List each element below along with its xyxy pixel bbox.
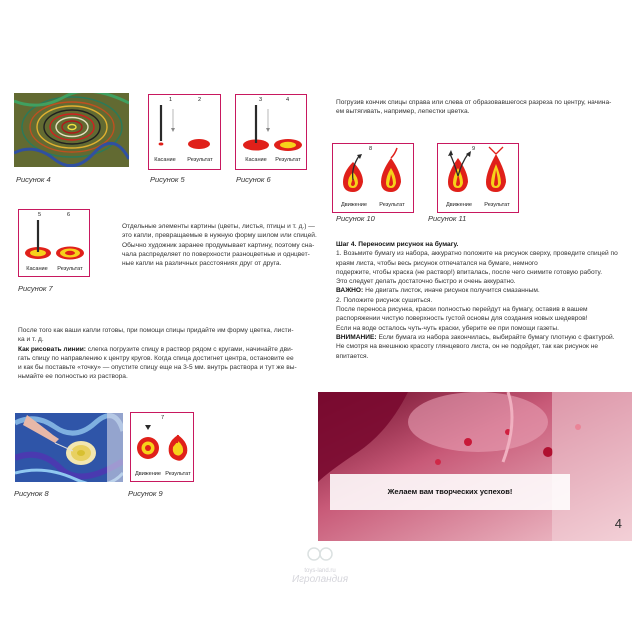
drop-touch-diagram xyxy=(149,95,220,155)
figure-5-box xyxy=(148,94,221,170)
figure-5-number-b: 2 xyxy=(198,97,202,103)
figure-11-number: 9 xyxy=(472,146,476,152)
closing-banner-photo xyxy=(318,392,632,541)
figure-10-caption: Рисунок 10 xyxy=(336,214,375,223)
figure-4-caption: Рисунок 4 xyxy=(16,175,51,184)
figure-7-box xyxy=(18,209,90,277)
figure-9-caption: Рисунок 9 xyxy=(128,489,163,498)
figure-10-number: 8 xyxy=(369,146,373,152)
figure-5-label-result: Результат xyxy=(187,157,213,163)
figure-6-box xyxy=(235,94,307,170)
watermark-site: toys-land.ru xyxy=(304,568,336,574)
watermark xyxy=(270,545,370,585)
drop-motion-diagram xyxy=(131,413,193,471)
drops-description-paragraph: Отдельные элементы картины (цветы, листья, птицы и т. д.) — это капли, превращаемые в нужную форму шилом или спицей. Обычно художник заранее продумывает картину, поэтому сна- чала распределяет по поверхности разноцветные и однцвет- ные капли на различных расстояниях друг от друга. xyxy=(122,223,317,268)
figure-9-number: 7 xyxy=(161,415,165,421)
marbling-photo xyxy=(14,93,129,167)
step-4-heading: Шаг 4. Переносим рисунок на бумагу. xyxy=(336,241,459,248)
drop-touch-diagram xyxy=(236,95,306,155)
figure-5-caption: Рисунок 5 xyxy=(150,175,185,184)
figure-10-box xyxy=(332,143,414,213)
figure-9-label-motion: Движение xyxy=(134,471,162,477)
wish-text: Желаем вам творческих успехов! xyxy=(387,487,513,496)
page-number: 4 xyxy=(614,516,622,531)
drop-touch-diagram xyxy=(19,210,89,264)
figure-9-label-result: Результат xyxy=(165,471,191,477)
figure-7-caption: Рисунок 7 xyxy=(18,284,53,293)
how-to-draw-lines-heading: Как рисовать линии: xyxy=(18,345,86,353)
figure-6-caption: Рисунок 6 xyxy=(236,175,271,184)
flower-closeup-image xyxy=(318,392,632,541)
petal-drawing-diagram xyxy=(438,144,518,202)
marbling-rings-image xyxy=(14,93,129,167)
figure-11-label-result: Результат xyxy=(484,202,510,208)
attention-label: ВНИМАНИЕ: xyxy=(336,333,377,341)
watermark-brand: Игроландия xyxy=(291,574,349,585)
figure-6-number-b: 4 xyxy=(286,97,290,103)
figure-5-label-touch: Касание xyxy=(154,157,176,163)
petal-pulling-paragraph: Погрузив кончик спицы справа или слева от образовавшегося разреза по центру, начина- ем вытягивать, например, лепестки цветка. xyxy=(336,99,612,116)
figure-8-caption: Рисунок 8 xyxy=(14,489,49,498)
figure-9-box xyxy=(130,412,194,482)
figure-10-label-motion: Движение xyxy=(340,202,368,208)
important-label: ВАЖНО: xyxy=(336,287,364,295)
figure-6-label-touch: Касание xyxy=(245,157,267,163)
figure-6-number-a: 3 xyxy=(259,97,263,103)
figure-11-label-motion: Движение xyxy=(445,202,473,208)
figure-7-number-a: 5 xyxy=(38,212,42,218)
figure-11-box xyxy=(437,143,519,213)
figure-7-label-result: Результат xyxy=(57,266,83,272)
step-4-instructions: Шаг 4. Переносим рисунок на бумагу. 1. Возьмите бумагу из набора, аккуратно положите на рисунок сверху, проведите спицей по краям листа, чтобы весь рисунок отпечатался на бумаге, немного подержите, чтобы краска (не раствор!) впиталась, после чего снимите готовую работу. Это следует делать достаточно быстро и очень аккуратно. ВАЖНО: Не двигать листок, иначе рисунок получится смазанным. 2. Положите рисунок сушиться. После переноса рисунка, краски полностью перейдут на бумагу, оставив в вашем распоряжении чистую поверхность густой основы для создания новых шедевров! Если на воде осталось чуть-чуть краски, уберите ее при помощи газеты. ВНИМАНИЕ: Если бумага из набора закончилась, выбирайте бумагу плотную с фактурой. Не смотря на внешнюю красоту глянцевого листа, он не подойдет, так как рисунок не впитается. xyxy=(336,241,618,360)
figure-5-number-a: 1 xyxy=(169,97,173,103)
marbling-tray-image xyxy=(15,413,123,482)
wish-box xyxy=(330,474,570,510)
figure-7-label-touch: Касание xyxy=(26,266,48,272)
figure-7-number-b: 6 xyxy=(67,212,71,218)
lines-instructions-paragraph: После того как ваши капли готовы, при помощи спицы придайте им форму цветка, листи- ка и т. д. Как рисовать линии: слегка погрузите спицу в раствор рядом с кругами, начинайте дви- гать спицу по направлению к центру кругов. Когда спица достигнет центра, остановите ее и как бы поставьте «точку» — опустите спицу еще на 3-5 мм. внутрь раствора и тут же вы- ньмайте ее полностью из раствора. xyxy=(18,327,297,381)
marbling-hand-photo xyxy=(15,413,123,482)
watermark-logo-icon xyxy=(300,545,340,563)
figure-6-label-result: Результат xyxy=(275,157,301,163)
figure-10-label-result: Результат xyxy=(379,202,405,208)
figure-11-caption: Рисунок 11 xyxy=(428,214,467,223)
petal-drawing-diagram xyxy=(333,144,413,202)
